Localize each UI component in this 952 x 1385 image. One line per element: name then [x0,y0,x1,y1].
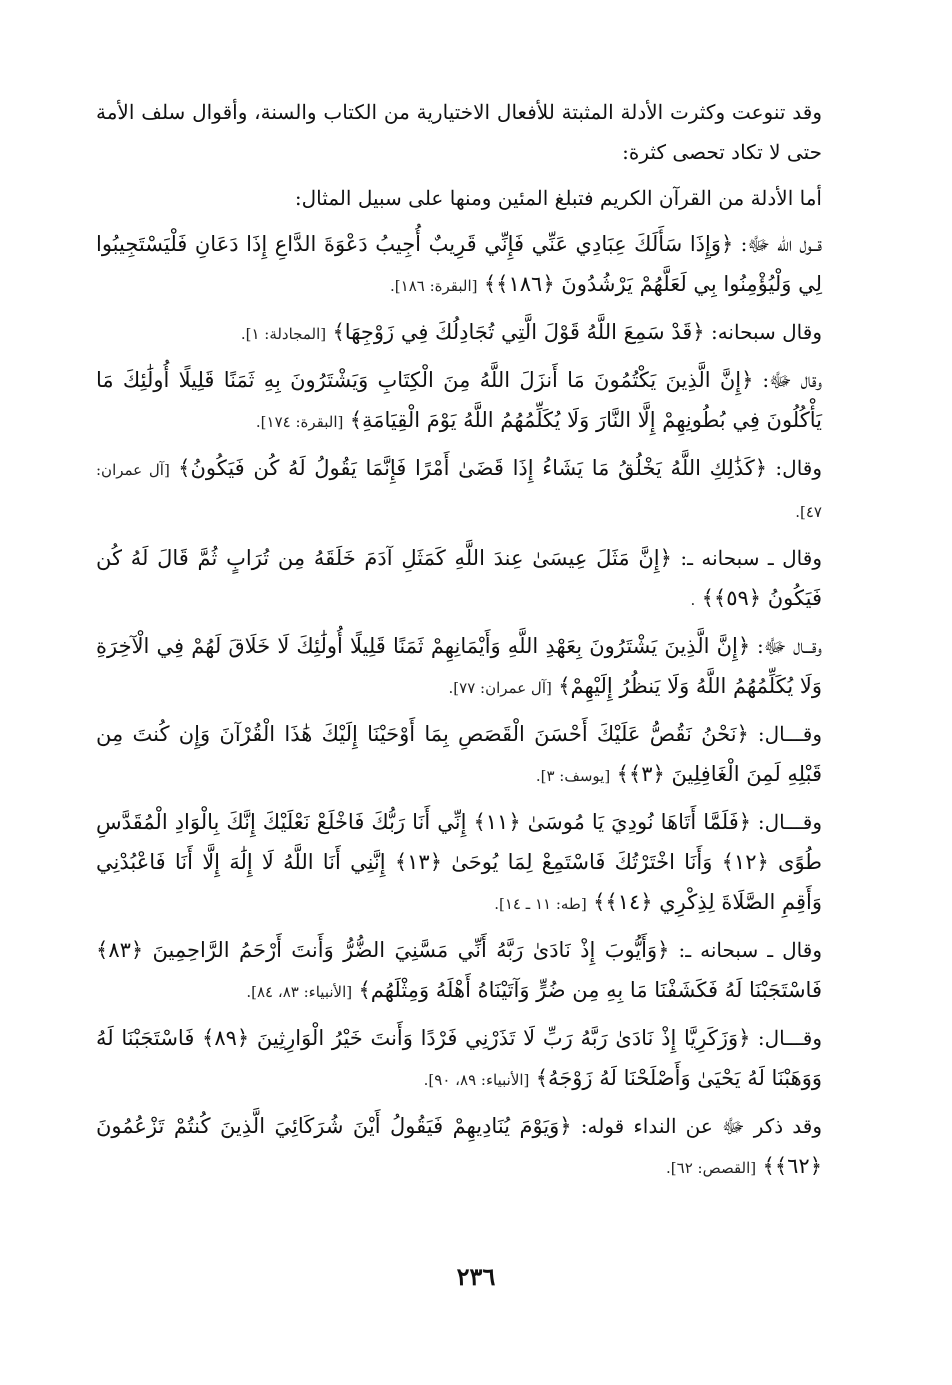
verse-reference: [الأنبياء: ٨٣، ٨٤]. [246,983,353,1001]
quran-verse: ﴿نَحْنُ نَقُصُّ عَلَيْكَ أَحْسَنَ الْقَصَصِ بِمَا أَوْحَيْنَا إِلَيْكَ هَٰذَا الْقُرْآنَ وَإِن كُنتَ مِن قَبْلِهِ لَمِنَ الْغَافِلِينَ ﴿٣﴾﴾ [96,722,822,786]
quote-intro: قــول الله ﷻ: [740,232,822,256]
quran-verse: ﴿وَأَيُّوبَ إِذْ نَادَىٰ رَبَّهُ أَنِّي مَسَّنِيَ الضُّرُّ وَأَنتَ أَرْحَمُ الرَّاحِمِينَ ﴿٨٣﴾ فَاسْتَجَبْنَا لَهُ فَكَشَفْنَا مَا بِهِ مِن ضُرٍّ وَآتَيْنَاهُ أَهْلَهُ وَمِثْلَهُم﴾ [96,938,822,1002]
verse-reference: [القصص: ٦٢]. [666,1159,757,1177]
verse-reference: [طه: ١١ ـ ١٤]. [494,895,587,913]
quote-intro: وقـــال: [757,810,822,834]
quran-verse: ﴿وَيَوْمَ يُنَادِيهِمْ فَيَقُولُ أَيْنَ شُرَكَائِيَ الَّذِينَ كُنتُمْ تَزْعُمُونَ ﴿٦٢﴾﴾ [96,1114,822,1178]
quote-intro: وقد ذكر ﷻ عن النداء قوله: [580,1114,823,1138]
paragraph-quote [96,224,822,306]
verse-reference: [يوسف: ٣]. [535,767,611,785]
verse-reference: [المجادلة: ١]. [240,325,327,343]
paragraph-text: وقد تنوعت وكثرت الأدلة المثبتة للأفعال الاختيارية من الكتاب والسنة، وأقوال سلف الأمة حتى لا تكاد تحصى كثرة: [96,100,822,164]
paragraph-quote [96,1106,822,1188]
paragraph-intro [96,92,822,172]
verse-reference: [آل عمران: ٤٧]. [96,461,822,521]
quran-verse: ﴿إِنَّ مَثَلَ عِيسَىٰ عِندَ اللَّهِ كَمَثَلِ آدَمَ خَلَقَهُ مِن تُرَابٍ ثُمَّ قَالَ لَهُ كُن فَيَكُونُ ﴿٥٩﴾﴾ [96,546,822,610]
paragraph-quote [96,360,822,442]
quran-verse: ﴿وَزَكَرِيَّا إِذْ نَادَىٰ رَبَّهُ رَبِّ لَا تَذَرْنِي فَرْدًا وَأَنتَ خَيْرُ الْوَارِثِينَ ﴿٨٩﴾ فَاسْتَجَبْنَا لَهُ وَوَهَبْنَا لَهُ يَحْيَىٰ وَأَصْلَحْنَا لَهُ زَوْجَهُ﴾ [96,1026,822,1090]
verse-reference: [البقرة: ١٨٦]. [390,277,478,295]
quran-verse: ﴿وَإِذَا سَأَلَكَ عِبَادِي عَنِّي فَإِنِّي قَرِيبٌ أُجِيبُ دَعْوَةَ الدَّاعِ إِذَا دَعَانِ فَلْيَسْتَجِيبُوا لِي وَلْيُؤْمِنُوا بِي لَعَلَّهُمْ يَرْشُدُونَ ﴿١٨٦﴾﴾ [96,232,822,296]
paragraph-text: أما الأدلة من القرآن الكريم فتبلغ المئين ومنها على سبيل المثال: [294,186,822,210]
paragraph-quote [96,626,822,708]
paragraph-quran-evidence-heading [96,178,822,218]
page-number: ٢٣٦ [456,1262,496,1291]
quran-verse: ﴿إِنَّ الَّذِينَ يَكْتُمُونَ مَا أَنزَلَ اللَّهُ مِنَ الْكِتَابِ وَيَشْتَرُونَ بِهِ ثَمَنًا قَلِيلًا أُولَٰئِكَ مَا يَأْكُلُونَ فِي بُطُونِهِمْ إِلَّا النَّارَ وَلَا يُكَلِّمُهُمُ اللَّهُ يَوْمَ الْقِيَامَةِ﴾ [96,368,822,432]
quote-intro: وقـــال: [757,722,822,746]
verse-reference: . [690,591,696,609]
quran-verse: ﴿قَدْ سَمِعَ اللَّهُ قَوْلَ الَّتِي تُجَادِلُكَ فِي زَوْجِهَا﴾ [332,320,705,344]
quote-intro: وقال سبحانه: [710,320,822,344]
paragraph-quote [96,930,822,1012]
quote-intro: وقال: [775,456,823,480]
verse-reference: [البقرة: ١٧٤]. [255,413,344,431]
quote-intro: وقـــال: [757,1026,822,1050]
quote-intro: وقال ﷻ: [762,368,823,392]
verse-reference: [آل عمران: ٧٧]. [448,679,552,697]
quran-verse: ﴿كَذَٰلِكِ اللَّهُ يَخْلُقُ مَا يَشَاءُ إِذَا قَضَىٰ أَمْرًا فَإِنَّمَا يَقُولُ لَهُ كُن فَيَكُونُ﴾ [178,456,768,480]
verse-reference: [الأنبياء: ٨٩، ٩٠]. [423,1071,530,1089]
paragraph-quote [96,448,822,532]
paragraph-quote [96,802,822,924]
quran-verse: ﴿فَلَمَّا أَتَاهَا نُودِيَ يَا مُوسَىٰ ﴿١١﴾ إِنِّي أَنَا رَبُّكَ فَاخْلَعْ نَعْلَيْكَ إِنَّكَ بِالْوَادِ الْمُقَدَّسِ طُوًى ﴿١٢﴾ وَأَنَا اخْتَرْتُكَ فَاسْتَمِعْ لِمَا يُوحَىٰ ﴿١٣﴾ إِنَّنِي أَنَا اللَّهُ لَا إِلَٰهَ إِلَّا أَنَا فَاعْبُدْنِي وَأَقِمِ الصَّلَاةَ لِذِكْرِي ﴿١٤﴾﴾ [96,810,823,914]
quran-verse: ﴿إِنَّ الَّذِينَ يَشْتَرُونَ بِعَهْدِ اللَّهِ وَأَيْمَانِهِمْ ثَمَنًا قَلِيلًا أُولَٰئِكَ لَا خَلَاقَ لَهُمْ فِي الْآخِرَةِ وَلَا يُكَلِّمُهُمُ اللَّهُ وَلَا يَنظُرُ إِلَيْهِمْ﴾ [96,634,822,698]
page-body [96,92,822,1194]
paragraph-quote [96,1018,822,1100]
paragraph-quote [96,538,822,620]
quote-intro: وقال ـ سبحانه ـ: [680,546,822,570]
paragraph-quote [96,312,822,354]
quote-intro: وقـــال ﷻ: [757,634,822,658]
quote-intro: وقال ـ سبحانه ـ: [678,938,822,962]
paragraph-quote [96,714,822,796]
